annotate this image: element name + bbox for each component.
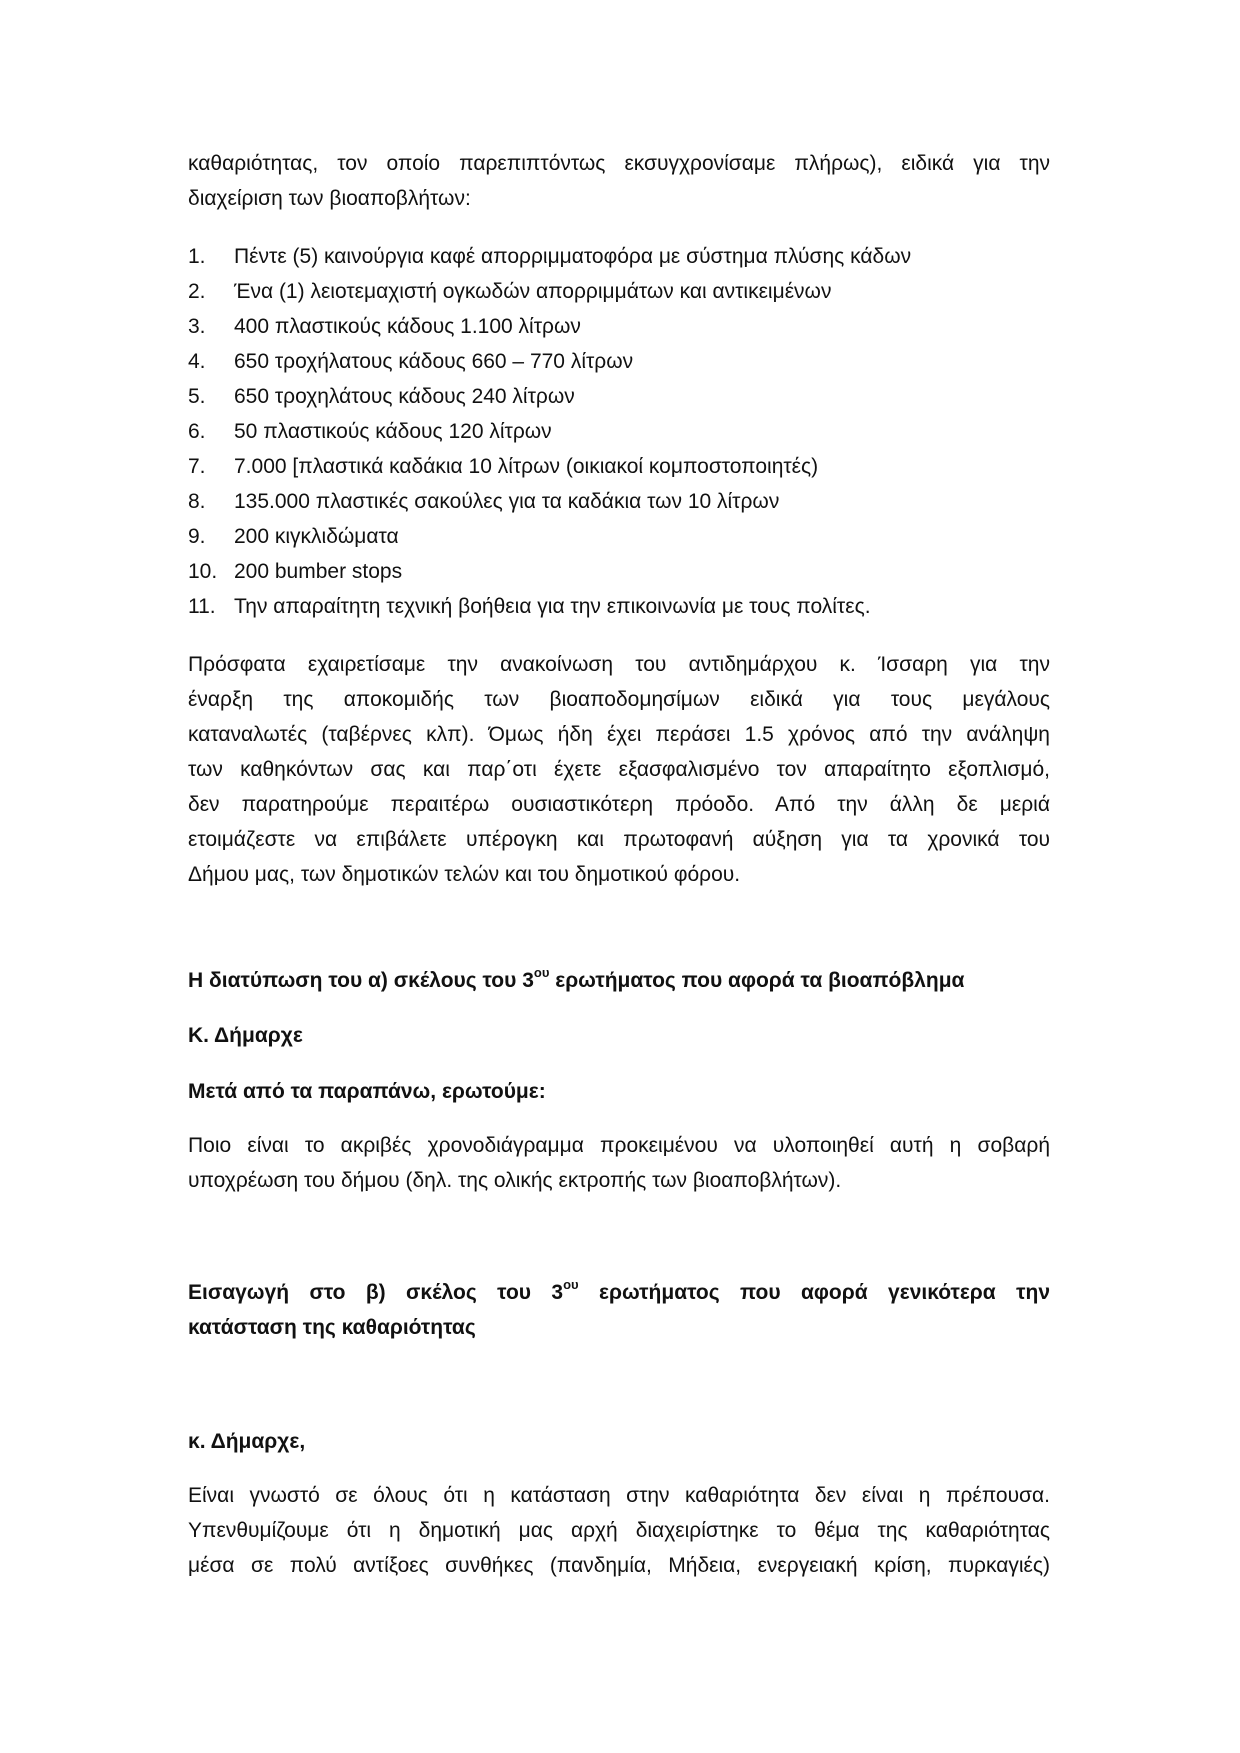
ordinal-superscript: ου xyxy=(533,965,550,980)
closing-paragraph xyxy=(188,1478,1050,1583)
list-item-text: 135.000 πλαστικές σακούλες για τα καδάκια των 10 λίτρων xyxy=(234,490,780,513)
list-item xyxy=(188,379,1050,414)
list-item-number: 9. xyxy=(188,525,206,548)
heading-text: Η διατύπωση του α) σκέλους του 3 xyxy=(188,969,534,992)
question-paragraph xyxy=(188,1128,1050,1198)
list-item xyxy=(188,554,1050,589)
recent-paragraph xyxy=(188,647,1050,892)
list-item xyxy=(188,519,1050,554)
list-item-number: 10. xyxy=(188,560,218,583)
list-item xyxy=(188,309,1050,344)
list-item-number: 3. xyxy=(188,315,206,338)
salutation: κ. Δήμαρχε, xyxy=(188,1430,306,1453)
list-item-number: 1. xyxy=(188,245,206,268)
list-item xyxy=(188,344,1050,379)
paragraph-line: καταναλωτές (ταβέρνες κλπ). Όμως ήδη έχει περάσει 1.5 χρόνος από την ανάληψη xyxy=(188,723,1050,746)
list-item-text: 650 τροχήλατους κάδους 660 – 770 λίτρων xyxy=(234,350,634,373)
paragraph-line: μέσα σε πολύ αντίξοες συνθήκες (πανδημία, Μήδεια, ενεργειακή κρίση, πυρκαγιές) xyxy=(188,1554,1050,1577)
intro-line: διαχείριση των βιοαποβλήτων: xyxy=(188,187,471,210)
list-item-number: 7. xyxy=(188,455,206,478)
list-item-text: 7.000 [πλαστικά καδάκια 10 λίτρων (οικιακοί κομποστοποιητές) xyxy=(234,455,819,478)
list-item xyxy=(188,239,1050,274)
paragraph-line: Είναι γνωστό σε όλους ότι η κατάσταση στην καθαριότητα δεν είναι η πρέπουσα. xyxy=(188,1484,1050,1507)
heading-text: ερωτήματος που αφορά τα βιοαπόβλημα xyxy=(549,969,965,992)
list-item-number: 4. xyxy=(188,350,206,373)
list-item-number: 5. xyxy=(188,385,206,408)
list-item-text: 200 κιγκλιδώματα xyxy=(234,525,399,548)
list-item-number: 11. xyxy=(188,595,216,618)
question-heading: Μετά από τα παραπάνω, ερωτούμε: xyxy=(188,1080,546,1103)
list-item xyxy=(188,274,1050,309)
salutation: Κ. Δήμαρχε xyxy=(188,1024,303,1047)
ordinal-superscript: ου xyxy=(563,1277,579,1292)
list-item-number: 6. xyxy=(188,420,206,443)
paragraph-line: έναρξη της αποκομιδής των βιοαποδομησίμων ειδικά για τους μεγάλους xyxy=(188,688,1050,711)
paragraph-line: ετοιμάζεστε να επιβάλετε υπέρογκη και πρωτοφανή αύξηση για τα χρονικά του xyxy=(188,828,1050,851)
heading-text: ερωτήματος που αφορά γενικότερα την xyxy=(578,1281,1050,1304)
heading-line xyxy=(188,1275,1050,1310)
heading-line: κατάσταση της καθαριότητας xyxy=(188,1316,476,1339)
list-item xyxy=(188,449,1050,484)
paragraph-line: Υπενθυμίζουμε ότι η δημοτική μας αρχή διαχειρίστηκε το θέμα της καθαριότητας xyxy=(188,1519,1050,1542)
list-item-text: 50 πλαστικούς κάδους 120 λίτρων xyxy=(234,420,552,443)
intro-line: καθαριότητας, τον οποίο παρεπιπτόντως εκσυγχρονίσαμε πλήρως), ειδικά για την xyxy=(188,152,1050,175)
list-item-text: 400 πλαστικούς κάδους 1.100 λίτρων xyxy=(234,315,581,338)
heading-text: Εισαγωγή στο β) σκέλος του 3 xyxy=(188,1281,564,1304)
paragraph-line: των καθηκόντων σας και παρ΄οτι έχετε εξασφαλισμένο τον απαραίτητο εξοπλισμό, xyxy=(188,758,1050,781)
paragraph-line: δεν παρατηρούμε περαιτέρω ουσιαστικότερη πρόοδο. Από την άλλη δε μεριά xyxy=(188,793,1050,816)
list-item xyxy=(188,414,1050,449)
list-item xyxy=(188,484,1050,519)
list-item-text: 650 τροχηλάτους κάδους 240 λίτρων xyxy=(234,385,575,408)
list-item-text: 200 bumber stops xyxy=(234,560,403,583)
list-item-text: Την απαραίτητη τεχνική βοήθεια για την επικοινωνία με τους πολίτες. xyxy=(234,595,871,618)
list-item-text: Ένα (1) λειοτεμαχιστή ογκωδών απορριμμάτων και αντικειμένων xyxy=(234,280,832,303)
intro-paragraph xyxy=(188,146,1050,216)
heading-part-b xyxy=(188,1275,1050,1345)
equipment-list xyxy=(188,239,1050,624)
heading-part-a xyxy=(188,963,1050,998)
paragraph-line: Δήμου μας, των δημοτικών τελών και του δημοτικού φόρου. xyxy=(188,863,741,886)
list-item-text: Πέντε (5) καινούργια καφέ απορριμματοφόρα με σύστημα πλύσης κάδων xyxy=(234,245,912,268)
paragraph-line: Πρόσφατα εχαιρετίσαμε την ανακοίνωση του αντιδημάρχου κ. Ίσσαρη για την xyxy=(188,653,1050,676)
list-item-number: 8. xyxy=(188,490,206,513)
list-item xyxy=(188,589,1050,624)
paragraph-line: υποχρέωση του δήμου (δηλ. της ολικής εκτροπής των βιοαποβλήτων). xyxy=(188,1169,842,1192)
paragraph-line: Ποιο είναι το ακριβές χρονοδιάγραμμα προκειμένου να υλοποιηθεί αυτή η σοβαρή xyxy=(188,1134,1050,1157)
list-item-number: 2. xyxy=(188,280,206,303)
